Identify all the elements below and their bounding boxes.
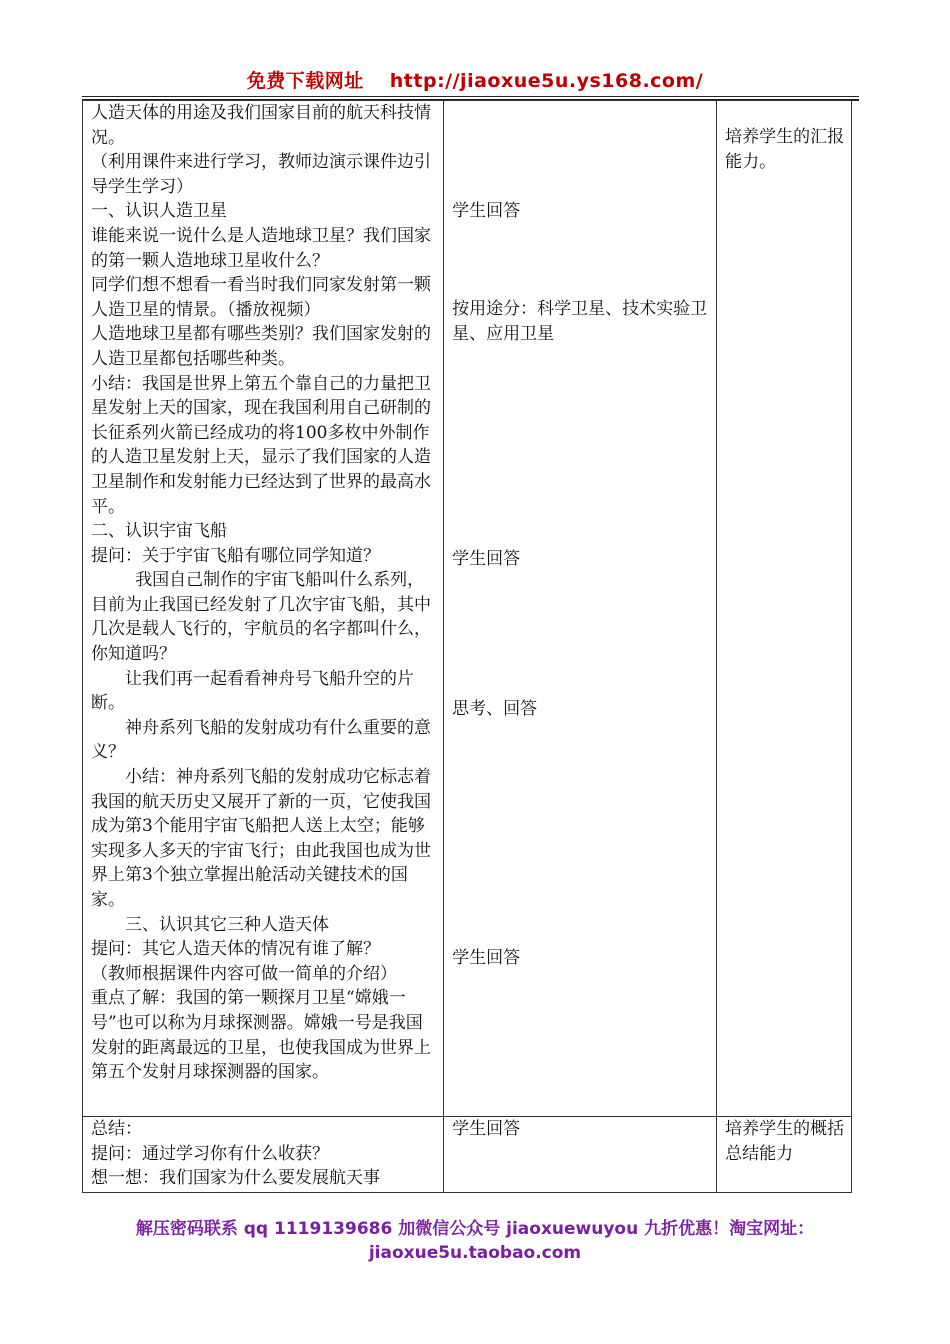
teacher-activity-cell (83, 101, 444, 1117)
table-row (83, 101, 852, 1117)
page-footer (0, 1217, 950, 1265)
design-intent-cell (717, 1117, 852, 1193)
text-line: 人造地球卫星都有哪些类别？我们国家发射的人造卫星都包括哪些种类。 (91, 324, 431, 369)
text-line: 提问：其它人造天体的情况有谁了解？ (91, 939, 380, 960)
teacher-activity-cell (83, 1117, 444, 1193)
student-activity-cell (444, 101, 717, 1117)
text-line: （利用课件来进行学习，教师边演示课件边引导学生学习） (91, 152, 431, 197)
text-line: 让我们再一起看看神舟号飞船升空的片断。 (91, 668, 414, 714)
student-answer: 思考、回答 (452, 699, 538, 719)
section-heading: 二、认识宇宙飞船 (91, 521, 227, 542)
text-line: 想一想：我们国家为什么要发展航天事 (91, 1168, 380, 1189)
text-line: 神舟系列飞船的发射成功有什么重要的意义？ (91, 717, 431, 763)
student-answer: 学生回答 (452, 948, 521, 968)
footer-contact-line: 解压密码联系 qq 1119139686 加微信公众号 jiaoxuewuyou 九折优惠！淘宝网址： (135, 1219, 815, 1239)
student-answer: 学生回答 (452, 1119, 521, 1139)
text-line: 人造天体的用途及我们国家目前的航天科技情况。 (91, 103, 431, 148)
student-answer: 学生回答 (452, 549, 521, 569)
lesson-plan-table (82, 100, 852, 1193)
text-line: 重点了解：我国的第一颗探月卫星“嫦娥一号”也可以称为月球探测器。嫦娥一号是我国发射的距离最远的卫星，也使我国成为世界上第五个发射月球探测器的国家。 (91, 988, 431, 1083)
header-rule-thin (82, 96, 859, 97)
summary-text: 小结：我国是世界上第五个靠自己的力量把卫星发射上天的国家，现在我国利用自己研制的长征系列火箭已经成功的将100多枚中外制作的人造卫星发射上天，显示了我们国家的人造卫星制作和发射能力已经达到了世界的最高水平。 (91, 373, 431, 517)
section-heading: 总结： (91, 1119, 142, 1139)
site-name: 免费下载网址 (246, 70, 364, 92)
table-row (83, 1117, 852, 1193)
text-line: 提问：关于宇宙飞船有哪位同学知道？ (91, 545, 380, 566)
text-line: 谁能来说一说什么是人造地球卫星？我们国家的第一颗人造地球卫星收什么？ (91, 225, 431, 271)
site-url-link[interactable]: http://jiaoxue5u.ys168.com/ (389, 70, 704, 92)
design-intent-cell (717, 101, 852, 1117)
design-intent-text: 培养学生的汇报能力。 (725, 127, 845, 172)
design-intent-text: 培养学生的概括总结能力 (725, 1119, 845, 1164)
section-heading: 一、认识人造卫星 (91, 201, 227, 222)
summary-text: 小结：神舟系列飞船的发射成功它标志着我国的航天历史又展开了新的一页，它使我国成为第3个能用宇宙飞船把人送上太空；能够实现多人多天的宇宙飞行；由此我国也成为世界上第3个独立掌握出舱活动关键技术的国家。 (91, 767, 431, 910)
student-answer: 按用途分：科学卫星、技术实验卫星、应用卫星 (452, 299, 708, 344)
student-activity-cell (444, 1117, 717, 1193)
text-line: 提问：通过学习你有什么收获？ (91, 1143, 329, 1164)
text-line: 我国自己制作的宇宙飞船叫什么系列，目前为止我国已经发射了几次宇宙飞船，其中几次是载人飞行的，宇航员的名字都叫什么，你知道吗？ (91, 570, 431, 665)
text-line: 同学们想不想看一看当时我们同家发射第一颗人造卫星的情景。（播放视频） (91, 275, 431, 320)
section-heading: 三、认识其它三种人造天体 (125, 914, 329, 935)
page-header (0, 66, 950, 93)
text-line: （教师根据课件内容可做一简单的介绍） (91, 963, 397, 984)
footer-shop-link[interactable]: jiaoxue5u.taobao.com (368, 1243, 582, 1263)
student-answer: 学生回答 (452, 201, 521, 221)
